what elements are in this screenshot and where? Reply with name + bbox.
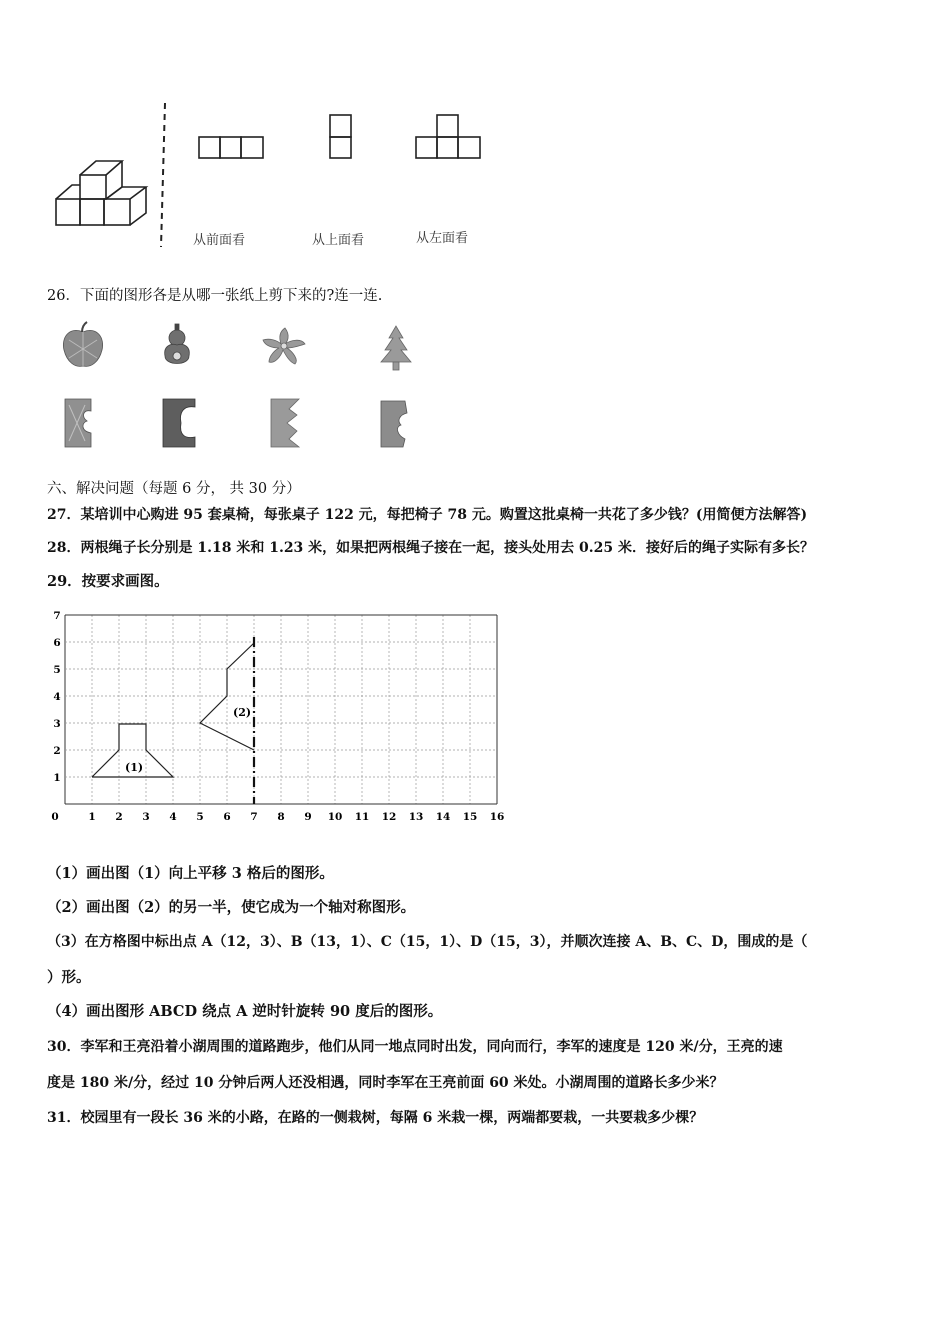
- x-tick-label: 5: [196, 811, 204, 823]
- x-tick-label: 1: [88, 811, 96, 823]
- x-tick-label: 16: [489, 811, 505, 823]
- paper-piece-1: [65, 399, 91, 447]
- x-tick-label: 12: [381, 811, 397, 823]
- question-27: 27．某培训中心购进 95 套桌椅，每张桌子 122 元，每把椅子 78 元。购置这批桌椅一共花了多少钱？(用简便方法解答): [47, 507, 808, 523]
- q29-part-3b: ）形。: [47, 969, 91, 986]
- figure-2-label: (2): [233, 706, 252, 719]
- question-28: 28．两根绳子长分别是 1.18 米和 1.23 米，如果把两根绳子接在一起，接头处用去 0.25 米．接好后的绳子实际有多长？: [47, 540, 815, 556]
- paper-pieces: [55, 393, 425, 453]
- paper-piece-3: [271, 399, 299, 447]
- question-30-line-2: 度是 180 米/分，经过 10 分钟后两人还没相遇，同时李军在王亮前面 60 米处。小湖周围的道路长多少米？: [47, 1075, 724, 1091]
- x-tick-label: 10: [327, 811, 343, 823]
- left-view-caption: 从左面看: [416, 231, 469, 246]
- x-tick-label: 6: [223, 811, 231, 823]
- left-view-shape: [416, 115, 480, 158]
- y-tick-label: 7: [53, 610, 61, 622]
- x-tick-label: 3: [142, 811, 150, 823]
- x-tick-label: 7: [250, 811, 258, 823]
- front-view-caption: 从前面看: [193, 233, 246, 248]
- cube-stack-drawing: [56, 161, 146, 225]
- x-tick-label: 8: [277, 811, 285, 823]
- front-view-shape: [199, 137, 263, 158]
- x-tick-label: 11: [354, 811, 370, 823]
- figure-1-label: (1): [125, 761, 144, 774]
- x-tick-label: 4: [169, 811, 177, 823]
- y-tick-label: 3: [53, 718, 61, 730]
- x-tick-label: 14: [435, 811, 451, 823]
- tree-shape: [381, 326, 411, 370]
- paper-piece-4: [381, 401, 407, 447]
- x-tick-label: 13: [408, 811, 424, 823]
- question-26: 26．下面的图形各是从哪一张纸上剪下来的?连一连.: [47, 288, 383, 304]
- top-view-shape: [330, 115, 351, 158]
- section-6-heading: 六、解决问题（每题 6 分， 共 30 分）: [47, 481, 301, 497]
- y-tick-label: 1: [53, 772, 61, 784]
- x-tick-label: 15: [462, 811, 478, 823]
- question-29: 29．按要求画图。: [47, 573, 169, 590]
- y-tick-label: 2: [53, 745, 61, 757]
- apple-shape: [63, 322, 102, 366]
- drawing-grid: [50, 605, 510, 830]
- q29-part-4: （4）画出图形 ABCD 绕点 A 逆时针旋转 90 度后的图形。: [47, 1003, 443, 1020]
- flower-shape: [263, 328, 305, 364]
- y-tick-label: 6: [53, 637, 61, 649]
- x-tick-label: 2: [115, 811, 123, 823]
- cutout-shapes: [55, 318, 425, 376]
- x-tick-label: 0: [51, 811, 59, 823]
- grid-lines: [65, 615, 497, 804]
- paper-piece-2: [163, 399, 195, 447]
- y-tick-label: 4: [53, 691, 61, 703]
- question-31: 31．校园里有一段长 36 米的小路，在路的一侧栽树，每隔 6 米栽一棵，两端都要栽，一共要栽多少棵？: [47, 1110, 704, 1126]
- x-tick-label: 9: [304, 811, 312, 823]
- gourd-shape: [165, 324, 190, 364]
- top-view-caption: 从上面看: [312, 233, 365, 248]
- dashed-divider: [161, 103, 165, 247]
- q29-part-3a: （3）在方格图中标出点 A（12，3）、B（13，1）、C（15，1）、D（15，3），并顺次连接 A、B、C、D，围成的是（: [47, 934, 808, 950]
- q29-part-1: （1）画出图（1）向上平移 3 格后的图形。: [47, 865, 334, 882]
- question-30-line-1: 30．李军和王亮沿着小湖周围的道路跑步，他们从同一地点同时出发，同向而行，李军的速度是 120 米/分，王亮的速: [47, 1039, 783, 1055]
- y-tick-label: 5: [53, 664, 61, 676]
- q29-part-2: （2）画出图（2）的另一半，使它成为一个轴对称图形。: [47, 899, 416, 916]
